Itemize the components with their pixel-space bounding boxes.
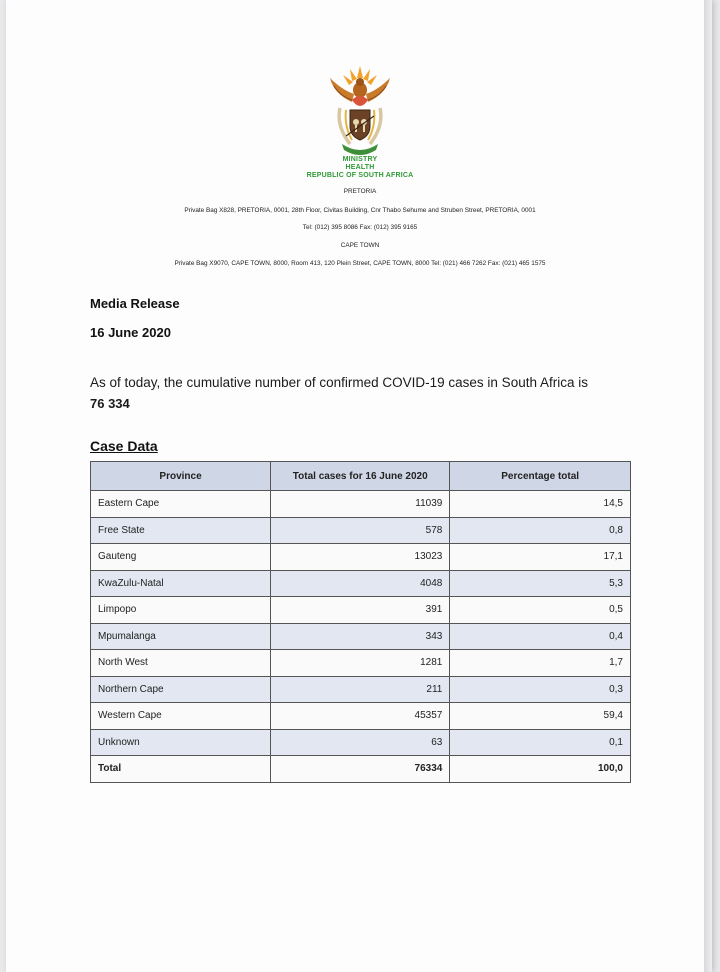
column-header-province: Province [91, 462, 271, 491]
percent-cell: 14,5 [450, 491, 631, 518]
percent-cell: 0,5 [450, 597, 631, 624]
pretoria-heading: PRETORIA [343, 188, 377, 195]
province-cell: Gauteng [91, 544, 271, 571]
cases-cell: 1281 [271, 650, 450, 677]
cape-town-address: Private Bag X9070, CAPE TOWN, 8000, Room 413, 120 Plein Street, CAPE TOWN, 8000 Tel: (021) 466 7262 Fax: (021) 465 1575 [174, 260, 546, 267]
total-label-cell: Total [91, 756, 271, 783]
province-cell: Northern Cape [91, 676, 271, 703]
table-row [91, 544, 631, 571]
percent-cell: 0,4 [450, 623, 631, 650]
coat-of-arms-icon [326, 64, 394, 156]
province-cell: Mpumalanga [91, 623, 271, 650]
total-percent-cell: 100,0 [450, 756, 631, 783]
province-cell: KwaZulu-Natal [91, 570, 271, 597]
cases-cell: 391 [271, 597, 450, 624]
intro-paragraph: As of today, the cumulative number of confirmed COVID-19 cases in South Africa is [90, 375, 588, 390]
percent-cell: 1,7 [450, 650, 631, 677]
column-header-total-cases: Total cases for 16 June 2020 [271, 462, 450, 491]
percent-cell: 0,1 [450, 729, 631, 756]
cape-town-heading: CAPE TOWN [340, 242, 380, 249]
percent-cell: 17,1 [450, 544, 631, 571]
cases-cell: 45357 [271, 703, 450, 730]
pretoria-address: Private Bag X828, PRETORIA, 0001, 28th Floor, Civitas Building, Cnr Thabo Sehume and Struben Street, PRETORIA, 0001 [184, 207, 536, 214]
province-cell: Western Cape [91, 703, 271, 730]
percent-cell: 5,3 [450, 570, 631, 597]
cases-cell: 4048 [271, 570, 450, 597]
percent-cell: 59,4 [450, 703, 631, 730]
table-row [91, 676, 631, 703]
cases-cell: 63 [271, 729, 450, 756]
page-edge [704, 0, 712, 972]
cumulative-total: 76 334 [90, 396, 130, 411]
percent-cell: 0,8 [450, 517, 631, 544]
ministry-line-2: HEALTH [345, 164, 375, 171]
ministry-line-3: REPUBLIC OF SOUTH AFRICA [306, 172, 414, 179]
case-data-title: Case Data [90, 438, 158, 454]
cases-cell: 343 [271, 623, 450, 650]
case-data-table [90, 461, 631, 783]
cases-cell: 211 [271, 676, 450, 703]
table-row [91, 491, 631, 518]
table-row [91, 623, 631, 650]
table-row [91, 703, 631, 730]
total-row [91, 756, 631, 783]
table-row [91, 729, 631, 756]
province-cell: Unknown [91, 729, 271, 756]
cases-cell: 11039 [271, 491, 450, 518]
cases-cell: 578 [271, 517, 450, 544]
province-cell: Eastern Cape [91, 491, 271, 518]
table-row [91, 650, 631, 677]
table-row [91, 597, 631, 624]
table-row [91, 517, 631, 544]
percent-cell: 0,3 [450, 676, 631, 703]
table-header-row [91, 462, 631, 491]
province-cell: Free State [91, 517, 271, 544]
pretoria-phone: Tel: (012) 395 8086 Fax: (012) 395 9165 [302, 224, 418, 231]
cases-cell: 13023 [271, 544, 450, 571]
ministry-line-1: MINISTRY [342, 156, 378, 163]
table-row [91, 570, 631, 597]
column-header-percentage: Percentage total [450, 462, 631, 491]
release-date: 16 June 2020 [90, 325, 171, 340]
release-title: Media Release [90, 296, 180, 311]
province-cell: North West [91, 650, 271, 677]
total-cases-cell: 76334 [271, 756, 450, 783]
province-cell: Limpopo [91, 597, 271, 624]
